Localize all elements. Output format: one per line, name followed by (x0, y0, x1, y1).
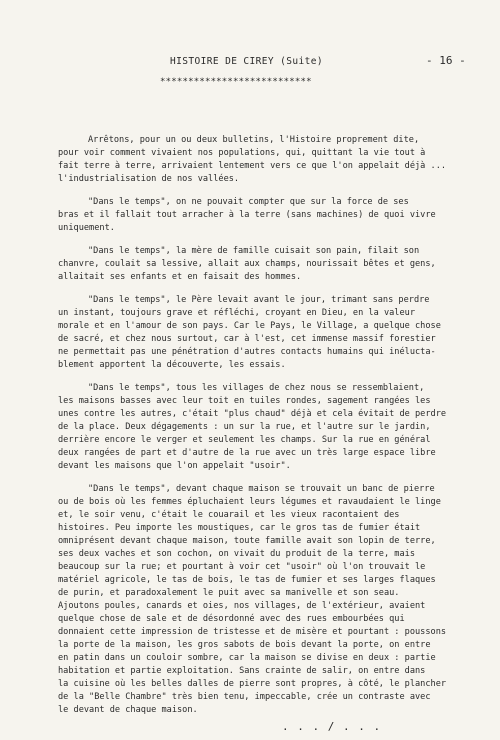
paragraph (58, 196, 473, 235)
text-line: et, le soir venu, c'était le couarail et les vieux racontaient des (58, 510, 400, 520)
text-line: derrière encore le verger et seulement les champs. Sur la rue en général (58, 435, 431, 445)
text-line: pour voir comment vivaient nos populations, qui, quittant la vie tout à (58, 148, 426, 158)
text-line: ne permettait pas une pénétration d'autres contacts humains qui inélucta- (58, 347, 436, 357)
text-line: allaitait ses enfants et en faisait des hommes. (58, 272, 302, 282)
text-line: la porte de la maison, les gros sabots de bois devant la porte, on entre (58, 640, 431, 650)
text-line: "Dans le temps", le Père levait avant le jour, trimant sans perdre (88, 295, 430, 305)
text-line: quelque chose de sale et de désordonné avec des rues embourbées qui (58, 614, 405, 624)
document-body (58, 134, 473, 727)
text-line: de la place. Deux dégagements : un sur la rue, et l'autre sur le jardin, (58, 422, 431, 432)
text-line: morale et en l'amour de son pays. Car le Pays, le Village, a quelque chose (58, 321, 441, 331)
paragraph (58, 294, 473, 372)
text-line: fait terre à terre, arrivaient lentement vers ce que l'on appelait déjà ... (58, 161, 447, 171)
text-line: habitation et partie exploitation. Sans crainte de salir, on entre dans (58, 666, 426, 676)
text-line: bras et il fallait tout arracher à la terre (sans machines) de quoi vivre (58, 210, 436, 220)
text-line: "Dans le temps", la mère de famille cuisait son pain, filait son (88, 246, 420, 256)
page-number: - 16 - (426, 54, 466, 67)
text-line: uniquement. (58, 223, 115, 233)
paragraph (58, 134, 473, 186)
text-line: donnaient cette impression de tristesse et de misère et pourtant : poussons (58, 627, 447, 637)
text-line: matériel agricole, le tas de bois, le tas de fumier et ses larges flaques (58, 575, 436, 585)
text-line: le devant de chaque maison. (58, 705, 198, 715)
text-line: deux rangées de part et d'autre de la rue avec un très large espace libre (58, 448, 436, 458)
text-line: en patin dans un couloir sombre, car la maison se divise en deux : partie (58, 653, 436, 663)
text-line: blement apportent la découverte, les essais. (58, 360, 286, 370)
text-line: unes contre les autres, c'était "plus chaud" déjà et cela évitait de perdre (58, 409, 447, 419)
text-line: ou de bois où les femmes épluchaient leurs légumes et ravaudaient le linge (58, 497, 441, 507)
text-line: beaucoup sur la rue; et pourtant à voir cet "usoir" où l'on trouvait le (58, 562, 426, 572)
text-line: devant les maisons que l'on appelait "usoir". (58, 461, 291, 471)
continuation-mark: . . . / . . . (282, 720, 382, 733)
text-line: l'industrialisation de nos vallées. (58, 174, 240, 184)
text-line: un instant, toujours grave et réfléchi, croyant en Dieu, en la valeur (58, 308, 415, 318)
text-line: Arrêtons, pour un ou deux bulletins, l'Histoire proprement dite, (88, 135, 420, 145)
text-line: les maisons basses avec leur toit en tuiles rondes, sagement rangées les (58, 396, 431, 406)
text-line: omniprésent devant chaque maison, toute famille avait son lopin de terre, (58, 536, 436, 546)
text-line: "Dans le temps", on ne pouvait compter que sur la force de ses (88, 197, 409, 207)
text-line: "Dans le temps", tous les villages de chez nous se ressemblaient, (88, 383, 425, 393)
text-line: de sacré, et chez nous surtout, car à l'est, cet immense massif forestier (58, 334, 436, 344)
text-line: histoires. Peu importe les moustiques, car le gros tas de fumier était (58, 523, 421, 533)
text-line: "Dans le temps", devant chaque maison se trouvait un banc de pierre (88, 484, 435, 494)
text-line: Ajoutons poules, canards et oies, nos villages, de l'extérieur, avaient (58, 601, 426, 611)
text-line: la cuisine où les belles dalles de pierre sont propres, à côté, le plancher (58, 679, 447, 689)
text-line: chanvre, coulait sa lessive, allait aux champs, nourissait bêtes et gens, (58, 259, 436, 269)
paragraph (58, 245, 473, 284)
paragraph (58, 382, 473, 473)
text-line: de purin, et paradoxalement le puit avec sa manivelle et son seau. (58, 588, 400, 598)
title-separator: *************************** (160, 77, 312, 87)
page-title: HISTOIRE DE CIREY (Suite) (170, 56, 323, 67)
text-line: ses deux vaches et son cochon, on vivait du produit de la terre, mais (58, 549, 415, 559)
paragraph (58, 483, 473, 717)
text-line: de la "Belle Chambre" très bien tenu, impeccable, crée un contraste avec (58, 692, 431, 702)
